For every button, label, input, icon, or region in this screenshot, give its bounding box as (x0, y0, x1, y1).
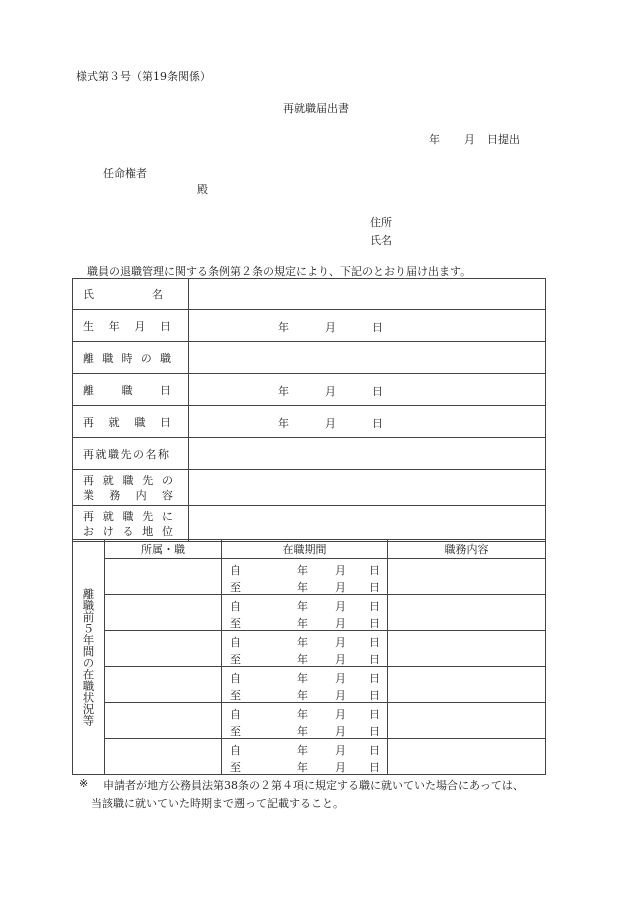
recipient-authority: 任命権者 (103, 167, 147, 180)
period-cell[interactable] (222, 631, 388, 667)
from-label: 自 (230, 635, 241, 649)
employer-business-row (73, 470, 546, 506)
day-label: 日 (372, 385, 383, 398)
label-char: 職 (122, 473, 134, 487)
month-label: 月 (325, 321, 336, 334)
retire-date-label-cell (73, 374, 189, 406)
day-label: 日 (372, 321, 383, 334)
employer-business-value-cell[interactable] (189, 470, 546, 506)
year-label: 年 (297, 671, 308, 685)
month-label: 月 (325, 385, 336, 398)
label-char: 地 (142, 524, 154, 538)
history-side-label-cell (73, 540, 105, 775)
month-label: 月 (335, 688, 346, 702)
year-label: 年 (297, 652, 308, 666)
month-label: 月 (335, 743, 346, 757)
label-char: に (162, 509, 173, 523)
year-label: 年 (297, 616, 308, 630)
period-cell[interactable] (222, 559, 388, 595)
month-label: 月 (335, 671, 346, 685)
label-char: 内 (135, 488, 147, 502)
name-label-cell (73, 279, 189, 310)
day-label: 日 (372, 417, 383, 430)
from-label: 自 (230, 599, 241, 613)
note-line-2: 当該職に就いていた時期まで遡って記載すること。 (91, 797, 344, 810)
label-char: け (102, 524, 114, 538)
label-char: お (83, 524, 94, 538)
year-label: 年 (297, 707, 308, 721)
history-row (73, 703, 546, 739)
dept-cell[interactable] (105, 559, 222, 595)
position-row (73, 506, 546, 542)
duties-cell[interactable] (388, 595, 546, 631)
label-char: 時 (121, 351, 133, 365)
label-char: 日 (159, 319, 171, 333)
period-cell[interactable] (222, 703, 388, 739)
label-char: 再 (83, 509, 94, 523)
retire-job-value-cell[interactable] (189, 342, 546, 374)
page-title: 再就職届出書 (283, 102, 349, 115)
history-row (73, 595, 546, 631)
period-cell[interactable] (222, 667, 388, 703)
submit-day-label: 日提出 (487, 133, 520, 146)
employer-name-value-cell[interactable] (189, 438, 546, 470)
day-label: 日 (369, 563, 380, 577)
to-label: 至 (230, 688, 241, 702)
label-char: 名 (152, 288, 163, 301)
label-char: 職 (102, 351, 114, 365)
label-char: 日 (160, 383, 171, 397)
submit-year-label: 年 (429, 133, 440, 146)
label-char: 務 (109, 488, 121, 502)
month-label: 月 (335, 652, 346, 666)
employer-name-label-cell (73, 438, 189, 470)
day-label: 日 (369, 616, 380, 630)
month-label: 月 (335, 724, 346, 738)
period-header: 在職期間 (222, 540, 388, 559)
dept-cell[interactable] (105, 667, 222, 703)
month-label: 月 (325, 417, 336, 430)
label-char: 再 (83, 415, 94, 429)
period-cell[interactable] (222, 595, 388, 631)
year-label: 年 (278, 321, 289, 334)
label-char: 月 (134, 319, 146, 333)
label-char: 再 (83, 473, 94, 487)
day-label: 日 (369, 599, 380, 613)
birth-value-cell[interactable] (189, 310, 546, 342)
month-label: 月 (335, 599, 346, 613)
month-label: 月 (335, 563, 346, 577)
employer-name-row (73, 438, 546, 470)
day-label: 日 (369, 635, 380, 649)
year-label: 年 (297, 580, 308, 594)
history-header-row (73, 540, 546, 559)
duties-cell[interactable] (388, 631, 546, 667)
note-line-1: 申請者が地方公務員法第38条の２第４項に規定する職に就いていた場合にあっては、 (103, 779, 524, 792)
label-char: 就 (102, 473, 114, 487)
dept-cell[interactable] (105, 739, 222, 775)
year-label: 年 (278, 385, 289, 398)
submit-month-label: 月 (464, 133, 475, 146)
retire-date-value-cell[interactable] (189, 374, 546, 406)
label-char: 日 (159, 415, 171, 429)
from-label: 自 (230, 743, 241, 757)
birth-label-cell (73, 310, 189, 342)
from-label: 自 (230, 707, 241, 721)
label-char: る (122, 524, 134, 538)
label-char: 就 (108, 415, 120, 429)
reemploy-date-row (73, 406, 546, 438)
employer-name-label: 再就職先の名称 (83, 447, 171, 461)
label-char: 職 (122, 509, 134, 523)
from-label: 自 (230, 671, 241, 685)
label-char: 位 (162, 524, 173, 538)
month-label: 月 (335, 707, 346, 721)
year-label: 年 (297, 688, 308, 702)
day-label: 日 (369, 760, 380, 774)
period-cell[interactable] (222, 739, 388, 775)
year-label: 年 (297, 760, 308, 774)
day-label: 日 (369, 671, 380, 685)
history-side-label: 離職前５年間の在職状況等 (81, 588, 96, 726)
to-label: 至 (230, 580, 241, 594)
label-char: 職 (134, 415, 146, 429)
dept-cell[interactable] (105, 631, 222, 667)
name-value-cell[interactable] (189, 279, 546, 310)
label-char: 職 (160, 351, 171, 365)
applicant-name-label: 氏名 (370, 234, 392, 247)
employer-business-label-cell (73, 470, 189, 506)
recipient-honorific: 殿 (197, 183, 208, 196)
day-label: 日 (369, 707, 380, 721)
year-label: 年 (297, 743, 308, 757)
birth-row (73, 310, 546, 342)
position-value-cell[interactable] (189, 506, 546, 542)
year-label: 年 (278, 417, 289, 430)
label-char: 氏 (83, 288, 94, 301)
history-row (73, 559, 546, 595)
from-label: 自 (230, 563, 241, 577)
month-label: 月 (335, 760, 346, 774)
to-label: 至 (230, 760, 241, 774)
history-row (73, 739, 546, 775)
position-label-cell (73, 506, 189, 542)
day-label: 日 (369, 688, 380, 702)
label-char: の (162, 473, 173, 487)
to-label: 至 (230, 724, 241, 738)
retire-job-row (73, 342, 546, 374)
duties-cell[interactable] (388, 667, 546, 703)
year-label: 年 (297, 724, 308, 738)
employment-history-table (72, 539, 546, 775)
address-label: 住所 (370, 216, 392, 229)
applicant-info-table (72, 278, 546, 542)
history-row (73, 631, 546, 667)
label-char: 就 (102, 509, 114, 523)
name-row (73, 279, 546, 310)
day-label: 日 (369, 743, 380, 757)
year-label: 年 (297, 599, 308, 613)
day-label: 日 (369, 724, 380, 738)
label-char: 離 (83, 383, 94, 397)
history-row (73, 667, 546, 703)
to-label: 至 (230, 652, 241, 666)
day-label: 日 (369, 652, 380, 666)
label-char: 年 (108, 319, 120, 333)
duties-header: 職務内容 (388, 540, 546, 559)
label-char: 職 (121, 383, 133, 397)
duties-cell[interactable] (388, 559, 546, 595)
dept-cell[interactable] (105, 595, 222, 631)
year-label: 年 (297, 635, 308, 649)
reemploy-date-label-cell (73, 406, 189, 438)
label-char: の (140, 351, 152, 365)
note-mark: ※ (79, 777, 89, 790)
label-char: 先 (142, 509, 154, 523)
duties-cell[interactable] (388, 703, 546, 739)
label-char: 生 (83, 319, 94, 333)
reemploy-date-value-cell[interactable] (189, 406, 546, 438)
label-char: 容 (161, 488, 173, 502)
dept-cell[interactable] (105, 703, 222, 739)
year-label: 年 (297, 563, 308, 577)
retire-date-row (73, 374, 546, 406)
duties-cell[interactable] (388, 739, 546, 775)
to-label: 至 (230, 616, 241, 630)
day-label: 日 (369, 580, 380, 594)
month-label: 月 (335, 616, 346, 630)
label-char: 業 (83, 488, 94, 502)
month-label: 月 (335, 635, 346, 649)
form-number: 様式第３号（第19条関係） (76, 70, 211, 83)
label-char: 先 (142, 473, 154, 487)
label-char: 離 (83, 351, 94, 365)
dept-header: 所属・職 (105, 540, 222, 559)
retire-job-label-cell (73, 342, 189, 374)
month-label: 月 (335, 580, 346, 594)
intro-text: 職員の退職管理に関する条例第２条の規定により、下記のとおり届け出ます。 (87, 265, 472, 278)
